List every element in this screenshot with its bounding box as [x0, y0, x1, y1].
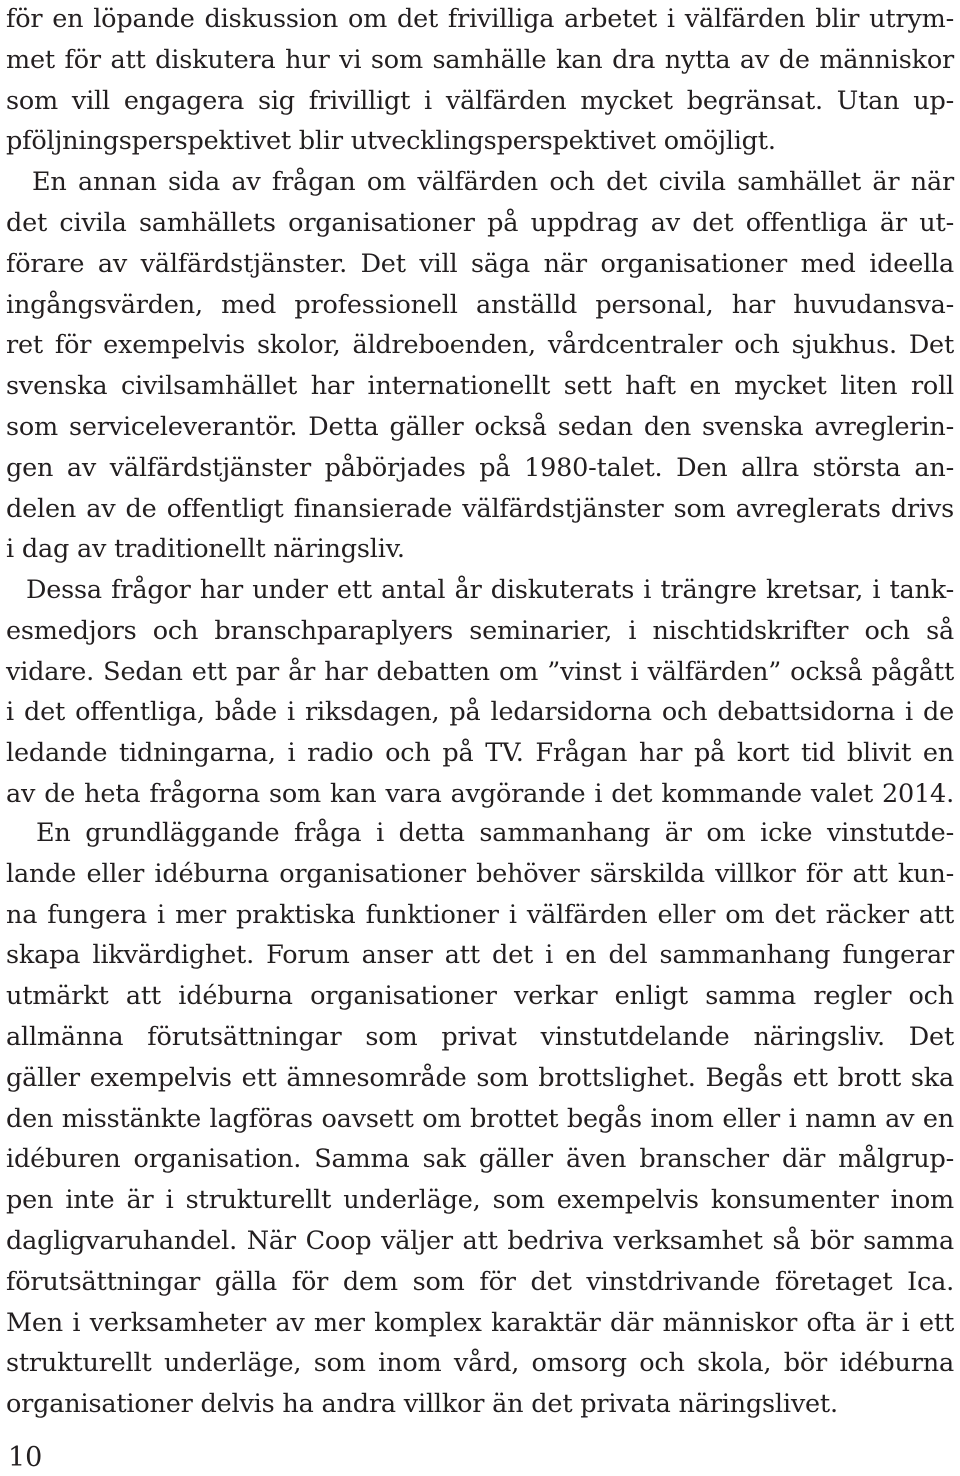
text-line: ingångsvärden, med professionell anställd personal, har huvudansva- — [6, 289, 954, 320]
text-line: met för att diskutera hur vi som samhälle kan dra nytta av de människor — [6, 44, 954, 75]
paragraph-1 — [6, 0, 954, 570]
text-line: som serviceleverantör. Detta gäller också sedan den svenska avreglerin- — [6, 411, 954, 442]
paragraph-2 — [6, 570, 954, 815]
text-line: esmedjors och branschparaplyers seminarier, i nischtidskrifter och så — [6, 615, 954, 646]
text-line: vidare. Sedan ett par år har debatten om ”vinst i välfärden” också pågått — [6, 656, 954, 687]
text-line: En annan sida av frågan om välfärden och det civila samhället är när — [32, 167, 954, 198]
text-line: organisationer delvis ha andra villkor än det privata näringslivet. — [6, 1389, 838, 1420]
text-line: av de heta frågorna som kan vara avgörande i det kommande valet 2014. — [6, 778, 954, 809]
text-line: ret för exempelvis skolor, äldreboenden, vårdcentraler och sjukhus. Det — [6, 330, 954, 361]
text-line: lande eller idéburna organisationer behöver särskilda villkor för att kun- — [6, 858, 954, 889]
text-line: idéburen organisation. Samma sak gäller även branscher där målgrup- — [6, 1144, 954, 1175]
text-line: gen av välfärdstjänster påbörjades på 1980-talet. Den allra största an- — [6, 452, 954, 483]
text-line: Men i verksamheter av mer komplex karaktär där människor ofta är i ett — [6, 1307, 954, 1338]
text-line: strukturellt underläge, som inom vård, omsorg och skola, bör idéburna — [6, 1348, 954, 1379]
text-line: na fungera i mer praktiska funktioner i välfärden eller om det räcker att — [6, 899, 954, 930]
text-line: det civila samhällets organisationer på uppdrag av det offentliga är ut- — [6, 207, 954, 238]
page-number: 10 — [8, 1442, 43, 1473]
text-line: den misstänkte lagföras oavsett om brottet begås inom eller i namn av en — [6, 1103, 954, 1134]
text-line: Dessa frågor har under ett antal år diskuterats i trängre kretsar, i tank- — [26, 575, 954, 605]
text-line: dagligvaruhandel. När Coop väljer att bedriva verksamhet så bör samma — [6, 1225, 954, 1256]
text-line: i dag av traditionellt näringsliv. — [6, 534, 405, 565]
text-line: gäller exempelvis ett ämnesområde som brottslighet. Begås ett brott ska — [6, 1062, 954, 1093]
text-line: pen inte är i strukturellt underläge, som exempelvis konsumenter inom — [6, 1185, 954, 1216]
text-line: skapa likvärdighet. Forum anser att det i en del sammanhang fungerar — [6, 940, 954, 971]
text-line: delen av de offentligt finansierade välfärdstjänster som avreglerats drivs — [6, 493, 954, 524]
paragraph-3 — [6, 813, 954, 1425]
text-line: En grundläggande fråga i detta sammanhang är om icke vinstutde- — [36, 818, 954, 848]
text-line: utmärkt att idéburna organisationer verkar enligt samma regler och — [6, 981, 954, 1012]
text-line: pföljningsperspektivet blir utvecklingsperspektivet omöjligt. — [6, 126, 776, 157]
text-line: för en löpande diskussion om det frivilliga arbetet i välfärden blir utrym- — [6, 4, 954, 34]
text-line: förare av välfärdstjänster. Det vill säga när organisationer med ideella — [6, 248, 954, 279]
text-line: i det offentliga, både i riksdagen, på ledarsidorna och debattsidorna i de — [6, 697, 954, 728]
text-line: ledande tidningarna, i radio och på TV. Frågan har på kort tid blivit en — [6, 738, 954, 769]
text-line: allmänna förutsättningar som privat vinstutdelande näringsliv. Det — [6, 1021, 954, 1052]
text-line: svenska civilsamhället har internationellt sett haft en mycket liten roll — [6, 371, 954, 402]
text-line: som vill engagera sig frivilligt i välfärden mycket begränsat. Utan up- — [6, 85, 954, 116]
text-line: förutsättningar gälla för dem som för det vinstdrivande företaget Ica. — [6, 1266, 954, 1297]
